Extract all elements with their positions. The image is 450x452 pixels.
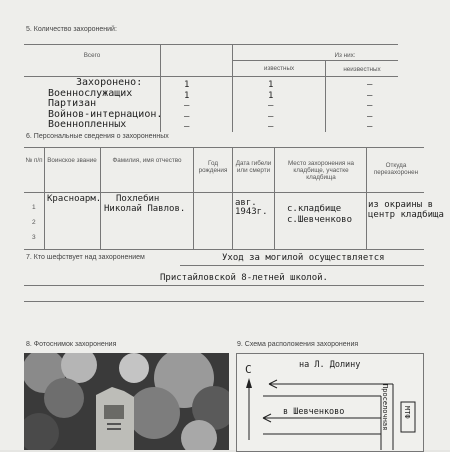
entry-death-date: авг. 1943г. [235, 198, 268, 217]
unknown-value: – [367, 101, 373, 111]
unknown-value: – [367, 80, 373, 90]
total-dash: – [184, 122, 190, 132]
col-known-header: известных [263, 65, 295, 72]
location-scheme [236, 353, 424, 452]
row-pows: Военнопленных [48, 119, 127, 130]
unknown-value: – [367, 90, 373, 101]
total-values [184, 80, 189, 133]
patron-line-2: Пристайловской 8-летней школой. [160, 273, 328, 283]
header-num: № п/п [25, 157, 43, 164]
mtf-label: МТФ [403, 406, 411, 419]
section-8-title: 8. Фотоснимок захоронения [26, 341, 117, 348]
total-value: 1 [184, 80, 190, 90]
entry-place-line2: с.Шевченково [287, 215, 353, 225]
section-6-title: 6. Персональные сведения о захороненных [26, 133, 169, 140]
known-value: 1 [268, 90, 274, 101]
burial-rows [48, 78, 162, 131]
row-buried: Захоронено: [76, 77, 143, 88]
entry-from-line1: из окраины в [368, 200, 434, 210]
total-dash: – [184, 111, 190, 122]
patron-line-1: Уход за могилой осуществляется [222, 253, 385, 263]
row-servicemen: Военнослужащих [48, 87, 133, 99]
col-of-them-header: Из них: [334, 52, 356, 59]
row-number: 3 [32, 234, 36, 241]
scheme-roads [243, 360, 423, 450]
photo-image [24, 353, 229, 450]
header-place: Место захоронения на кладбище, участке кладбища [287, 160, 355, 182]
header-death: Дата гибели или смерти [235, 160, 272, 175]
row-number: 2 [32, 219, 36, 226]
entry-place [287, 204, 352, 226]
unknown-values [367, 80, 372, 133]
row-numbers [32, 200, 36, 245]
header-from: Откуда перезахоронен [373, 162, 419, 177]
burial-photo [24, 353, 229, 450]
known-value: – [268, 111, 274, 122]
road-label-side: Проселочная [381, 384, 389, 431]
entry-from-line2: центр кладбища [368, 210, 444, 220]
unknown-value: – [367, 111, 373, 122]
col-total-header: Всего [83, 52, 101, 59]
entry-name [104, 194, 185, 214]
known-value: – [268, 122, 274, 132]
unknown-value: – [367, 122, 373, 132]
total-value: 1 [184, 90, 190, 101]
entry-rank: Красноарм. [47, 194, 102, 204]
row-partisans: Партизан [48, 98, 97, 109]
header-birth: Год рождения [198, 160, 228, 175]
row-internationalists: Войнов-интернацион. [48, 108, 163, 120]
entry-given-name: Николай Павлов. [104, 204, 186, 214]
row-number: 1 [32, 204, 36, 211]
col-unknown-header: неизвестных [343, 66, 381, 73]
total-dash: – [184, 101, 190, 111]
road-label-middle: в Шевченково [283, 407, 345, 417]
road-label-top: на Л. Долину [299, 360, 361, 370]
section-7-title: 7. Кто шефствует над захоронением [26, 254, 145, 261]
entry-place-line1: с.кладбище [287, 204, 342, 214]
north-label: С [245, 363, 252, 376]
header-name: Фамилия, имя отчество [112, 157, 182, 164]
section-9-title: 9. Схема расположения захоронения [237, 341, 359, 348]
section-5-title: 5. Количество захоронений: [26, 26, 117, 33]
known-values [268, 80, 273, 133]
entry-from [368, 200, 444, 220]
known-value: – [268, 101, 274, 111]
entry-surname: Похлебин [116, 194, 160, 204]
header-rank: Воинское звание [47, 157, 97, 164]
known-value: 1 [268, 80, 274, 90]
